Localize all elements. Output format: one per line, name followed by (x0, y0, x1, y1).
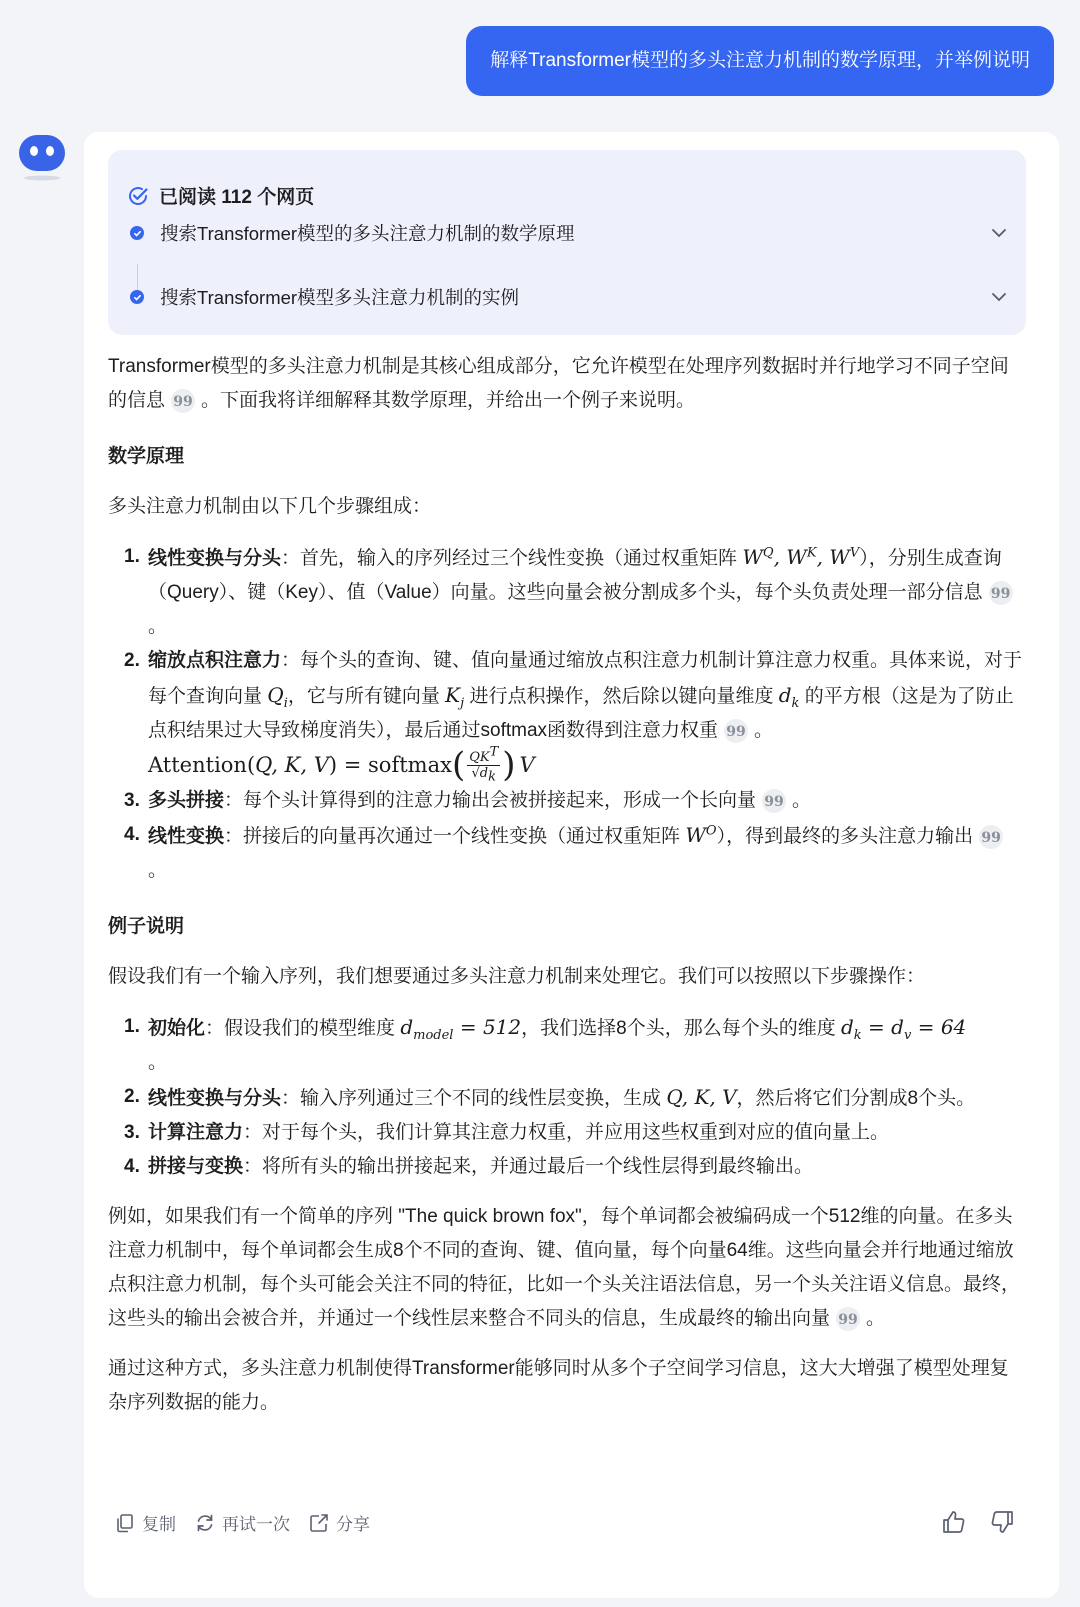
answer-content (108, 350, 1026, 1420)
share-label: 分享 (336, 1515, 370, 1534)
retry-button[interactable] (194, 1510, 290, 1535)
intro-text-end: 。下面我将详细解释其数学原理，并给出一个例子来说明。 (201, 390, 696, 411)
thumbs-up-button[interactable] (940, 1508, 968, 1536)
check-circle-icon (126, 184, 150, 208)
citation-icon[interactable]: 99 (979, 825, 1003, 849)
math-intro: 多头注意力机制由以下几个步骤组成： (108, 496, 432, 517)
list-item: 1. 线性变换与分头：首先，输入的序列经过三个线性变换（通过权重矩阵 $W^Q$, $W^K$, $W^V$），分别生成查询（Query）、键（Key）、值（Value）向量。这些向量会被分割成多个头，每个头负责处理一部分信息 99。 (108, 540, 1026, 644)
list-item: 3. 计算注意力：对于每个头，我们计算其注意力权重，并应用这些权重到对应的值向量上。 (124, 1122, 890, 1143)
chevron-down-icon[interactable] (988, 222, 1010, 244)
thumbs-up-icon (940, 1508, 968, 1536)
retry-label: 再试一次 (222, 1515, 290, 1534)
assistant-avatar (18, 134, 68, 178)
assistant-answer-card (84, 132, 1059, 1598)
list-item: 2. 缩放点积注意力：每个头的查询、键、值向量通过缩放点积注意力机制计算注意力权重。具体来说，对于每个查询向量 $Q_i$，它与所有键向量 $K_j$ 进行点积操作，然后除以键向量维度 $d_k$ 的平方根（这是为了防止点积结果过大导致梯度消失），最后通过softmax函数得到注意力权重 99 。 Attention( Q, K, V ) = softmax ( $\frac{QK^T}{√d_k}$ ) V (124, 650, 1023, 785)
robot-avatar-icon (18, 134, 68, 182)
citation-icon[interactable]: 99 (836, 1307, 860, 1331)
citation-icon[interactable]: 99 (989, 581, 1013, 605)
step-check-icon (130, 290, 144, 304)
list-item: 4. 拼接与变换：将所有头的输出拼接起来，并通过最后一个线性层得到最终输出。 (124, 1156, 814, 1177)
search-summary-header (126, 182, 314, 209)
section-heading-example: 例子说明 (108, 916, 185, 937)
intro-paragraph (108, 350, 1026, 418)
share-button[interactable] (308, 1510, 370, 1535)
list-item: 3. 多头拼接：每个头计算得到的注意力输出会被拼接起来，形成一个长向量 99 。 (124, 790, 812, 811)
intro-text: Transformer模型的多头注意力机制是其核心组成部分，它允许模型在处理序列数据时并行地学习不同子空间的信息 (108, 356, 1009, 411)
section-heading-math: 数学原理 (108, 446, 185, 467)
search-step-label: 搜索Transformer模型的多头注意力机制的数学原理 (160, 223, 575, 244)
example-steps-list (108, 1010, 1026, 1184)
list-item: 2. 线性变换与分头：输入序列通过三个不同的线性层变换，生成 Q, K, V，然后将它们分割成8个头。 (124, 1085, 976, 1109)
thumbs-down-button[interactable] (988, 1508, 1016, 1536)
list-item: 1. 初始化：假设我们的模型维度 $d_{model} = 512$，我们选择8个头，那么每个头的维度 $d_k = d_v = 64$ 。 (124, 1015, 967, 1073)
search-step-2[interactable] (130, 284, 1010, 310)
chevron-down-icon[interactable] (988, 286, 1010, 308)
search-step-label: 搜索Transformer模型多头注意力机制的实例 (160, 287, 520, 308)
attention-formula: Attention( Q, K, V ) = softmax ( $\frac{QK^T}{√d_k}$ ) V (148, 744, 535, 785)
example-paragraph: 例如，如果我们有一个简单的序列 "The quick brown fox"，每个单词都会被编码成一个512维的向量。在多头注意力机制中，每个单词都会生成8个不同的查询、键、值向量，每个向量64维。这些向量会并行地通过缩放点积注意力机制，每个头可能会关注不同的特征，比如一个头关注语法信息，另一个头关注语义信息。最终，这些头的输出会被合并，并通过一个线性层来整合不同头的信息，生成最终的输出向量 99 。 (108, 1206, 1021, 1329)
copy-button[interactable] (114, 1510, 176, 1535)
search-step-1[interactable] (130, 220, 1010, 246)
list-item: 4. 线性变换：拼接后的向量再次通过一个线性变换（通过权重矩阵 $W^O$），得到最终的多头注意力输出 99。 (108, 818, 1026, 888)
math-steps-list (108, 540, 1026, 888)
copy-label: 复制 (142, 1515, 176, 1534)
step-check-icon (130, 226, 144, 240)
thumbs-down-icon (988, 1508, 1016, 1536)
example-intro: 假设我们有一个输入序列，我们想要通过多头注意力机制来处理它。我们可以按照以下步骤操作： (108, 966, 926, 987)
search-summary-panel (108, 150, 1026, 335)
citation-icon[interactable]: 99 (762, 789, 786, 813)
citation-icon[interactable]: 99 (724, 719, 748, 743)
share-icon (308, 1512, 330, 1534)
citation-icon[interactable]: 99 (171, 389, 195, 413)
search-summary-title: 已阅读 112 个网页 (159, 187, 315, 208)
answer-action-bar (114, 1510, 388, 1535)
user-message-bubble: 解释Transformer模型的多头注意力机制的数学原理，并举例说明 (466, 26, 1054, 96)
conclusion-paragraph: 通过这种方式，多头注意力机制使得Transformer能够同时从多个子空间学习信息，这大大增强了模型处理复杂序列数据的能力。 (108, 1358, 1009, 1413)
refresh-icon (194, 1512, 216, 1534)
copy-icon (114, 1512, 136, 1534)
